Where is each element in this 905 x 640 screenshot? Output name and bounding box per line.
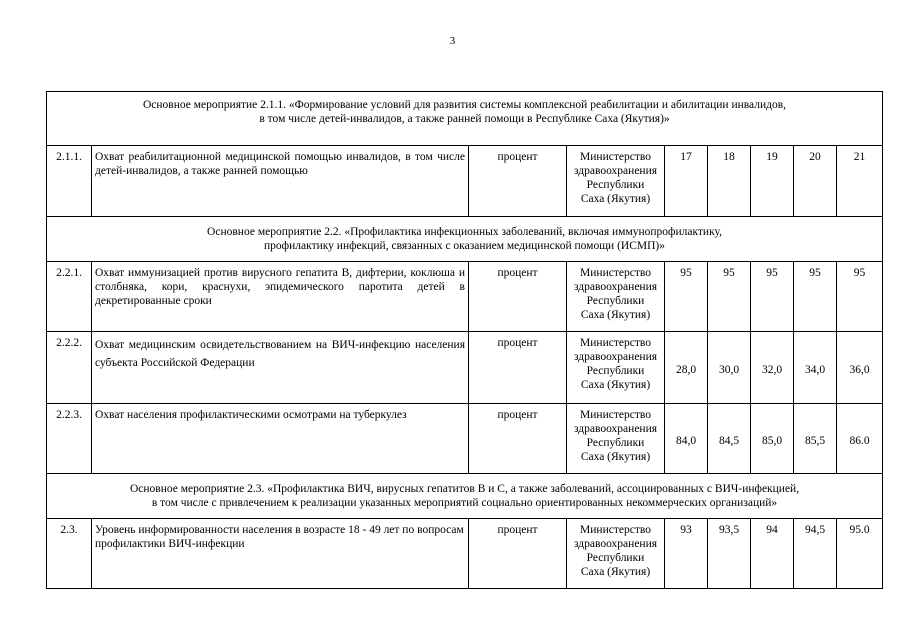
value-cell: 21 xyxy=(837,146,883,217)
indicator-name: Уровень информированности населения в возрасте 18 - 49 лет по вопросам профилактики ВИЧ-инфекции xyxy=(92,519,469,589)
value-cell: 95.0 xyxy=(837,519,883,589)
unit-cell: процент xyxy=(469,519,567,589)
org-line: Министерство xyxy=(580,524,651,536)
org-line: Министерство xyxy=(580,337,651,349)
indicator-name: Охват медицинским освидетельствованием на ВИЧ-инфекцию населения субъекта Российской Федерации xyxy=(92,332,469,404)
org-line: Саха (Якутия) xyxy=(580,451,651,463)
value-cell: 95 xyxy=(751,262,794,332)
indicator-name: Охват иммунизацией против вирусного гепатита В, дифтерии, коклюша и столбняка, кори, краснухи, эпидемического паротита детей в декретированные сроки xyxy=(92,262,469,332)
value-cell: 18 xyxy=(708,146,751,217)
table-row xyxy=(47,404,883,474)
section-header-row xyxy=(47,217,883,262)
unit-cell: процент xyxy=(469,404,567,474)
section-title-line: Основное мероприятие 2.1.1. «Формирование условий для развития системы комплексной реабилитации и абилитации инвалидов, xyxy=(142,99,787,111)
table-row xyxy=(47,146,883,217)
org-line: Республики xyxy=(586,552,645,564)
responsible-org xyxy=(567,404,665,474)
org-line: Республики xyxy=(586,179,645,191)
org-line: здравоохранения xyxy=(573,165,658,177)
org-line: Министерство xyxy=(580,267,651,279)
page-number: 3 xyxy=(449,35,456,47)
value-cell: 94,5 xyxy=(794,519,837,589)
org-line: Саха (Якутия) xyxy=(580,309,651,321)
org-line: здравоохранения xyxy=(573,423,658,435)
org-line: Республики xyxy=(586,295,645,307)
value-cell: 93,5 xyxy=(708,519,751,589)
section-header-row xyxy=(47,92,883,146)
value-cell: 94 xyxy=(751,519,794,589)
value-cell: 93 xyxy=(665,519,708,589)
value-cell: 95 xyxy=(837,262,883,332)
value-cell: 30,0 xyxy=(708,332,751,404)
value-cell: 20 xyxy=(794,146,837,217)
indicator-name: Охват населения профилактическими осмотрами на туберкулез xyxy=(92,404,469,474)
org-line: Министерство xyxy=(580,409,651,421)
org-line: здравоохранения xyxy=(573,351,658,363)
value-cell: 84,5 xyxy=(708,404,751,474)
unit-cell: процент xyxy=(469,332,567,404)
indicators-table xyxy=(46,91,883,589)
org-line: Министерство xyxy=(580,151,651,163)
value-cell: 32,0 xyxy=(751,332,794,404)
org-line: Республики xyxy=(586,437,645,449)
section-title-line: в том числе детей-инвалидов, а также ранней помощи в Республике Саха (Якутия)» xyxy=(259,113,670,125)
section-header-row xyxy=(47,474,883,519)
org-line: Саха (Якутия) xyxy=(580,379,651,391)
table-row xyxy=(47,519,883,589)
value-cell: 17 xyxy=(665,146,708,217)
section-title-line: в том числе с привлечением к реализации указанных мероприятий социально ориентированных некоммерческих организаций» xyxy=(151,497,778,509)
row-number: 2.2.3. xyxy=(47,404,92,474)
value-cell: 85,5 xyxy=(794,404,837,474)
indicator-name: Охват реабилитационной медицинской помощью инвалидов, в том числе детей-инвалидов, а также ранней помощью xyxy=(92,146,469,217)
responsible-org xyxy=(567,262,665,332)
row-number: 2.1.1. xyxy=(47,146,92,217)
table-row xyxy=(47,332,883,404)
value-cell: 34,0 xyxy=(794,332,837,404)
section-title-line: Основное мероприятие 2.2. «Профилактика инфекционных заболеваний, включая иммунопрофилактику, xyxy=(207,226,722,238)
row-number: 2.2.1. xyxy=(47,262,92,332)
org-line: Республики xyxy=(586,365,645,377)
unit-cell: процент xyxy=(469,262,567,332)
value-cell: 95 xyxy=(708,262,751,332)
responsible-org xyxy=(567,146,665,217)
value-cell: 36,0 xyxy=(837,332,883,404)
section-title xyxy=(47,217,883,262)
org-line: здравоохранения xyxy=(573,538,658,550)
table-row xyxy=(47,262,883,332)
section-title-line: профилактику инфекций, связанных с оказанием медицинской помощи (ИСМП)» xyxy=(264,240,665,252)
responsible-org xyxy=(567,332,665,404)
value-cell: 19 xyxy=(751,146,794,217)
value-cell: 28,0 xyxy=(665,332,708,404)
org-line: Саха (Якутия) xyxy=(580,193,651,205)
unit-cell: процент xyxy=(469,146,567,217)
row-number: 2.3. xyxy=(47,519,92,589)
value-cell: 86.0 xyxy=(837,404,883,474)
row-number: 2.2.2. xyxy=(47,332,92,404)
org-line: Саха (Якутия) xyxy=(580,566,651,578)
value-cell: 95 xyxy=(794,262,837,332)
org-line: здравоохранения xyxy=(573,281,658,293)
section-title-line: Основное мероприятие 2.3. «Профилактика ВИЧ, вирусных гепатитов В и С, а также заболеваний, ассоциированных с ВИЧ-инфекцией, xyxy=(129,483,800,495)
value-cell: 95 xyxy=(665,262,708,332)
section-title xyxy=(47,474,883,519)
responsible-org xyxy=(567,519,665,589)
section-title xyxy=(47,92,883,146)
value-cell: 84,0 xyxy=(665,404,708,474)
value-cell: 85,0 xyxy=(751,404,794,474)
